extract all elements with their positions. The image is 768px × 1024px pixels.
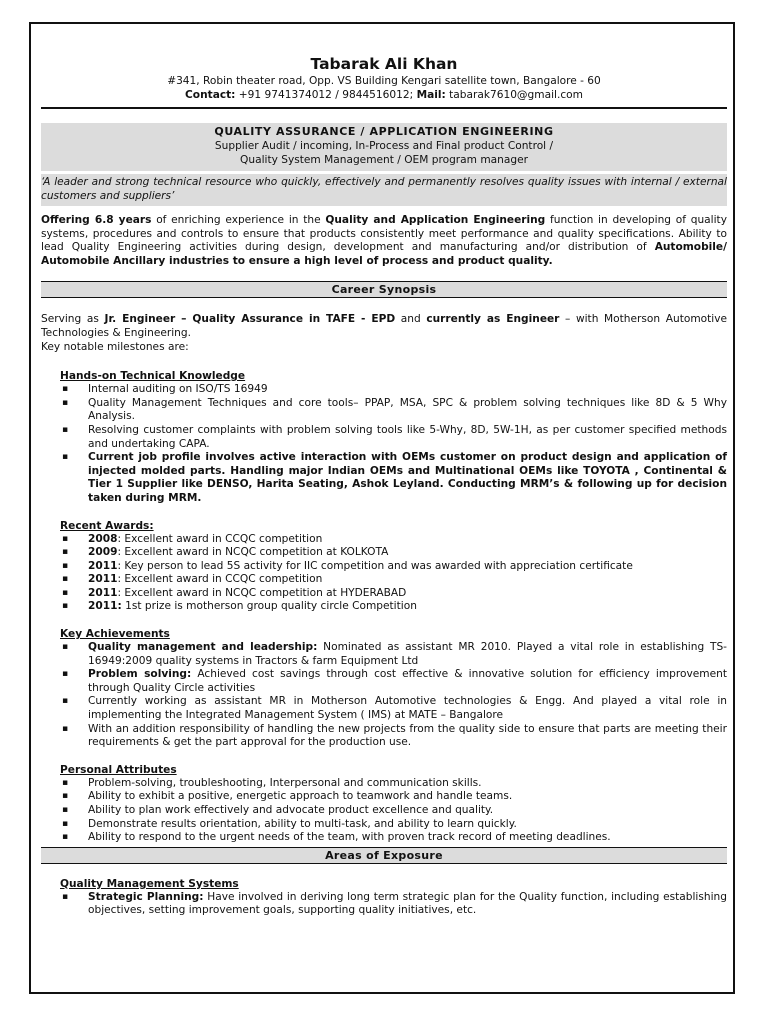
award-text: : Key person to lead 5S activity for IIC competition and was awarded with appreciation certificate — [117, 559, 633, 572]
achievement-text: Achieved cost savings through cost effective & innovative solution for efficiency improvement through Quality Circle activities — [88, 668, 727, 694]
awards-list — [41, 533, 727, 615]
list-item — [41, 600, 727, 614]
list-item — [41, 641, 727, 668]
contact-label: Contact: — [185, 89, 236, 101]
bullet-icon: ▪ — [62, 574, 69, 585]
list-item — [41, 818, 727, 832]
hands-on-heading: Hands-on Technical Knowledge — [60, 370, 246, 383]
list-item — [41, 397, 727, 424]
bullet-icon: ▪ — [62, 533, 69, 544]
list-item-text: Ability to exhibit a positive, energetic approach to teamwork and handle teams. — [88, 790, 513, 803]
award-year: 2011 — [88, 573, 118, 586]
exposure-lead: Strategic Planning: — [88, 890, 204, 903]
list-item — [41, 804, 727, 818]
achievements-list — [41, 641, 727, 750]
bullet-icon: ▪ — [62, 723, 69, 734]
summary-industries: Automobile/ Automobile Ancillary industries to ensure a high level of process and product quality. — [41, 241, 727, 267]
award-year: 2008 — [88, 532, 118, 545]
awards-heading: Recent Awards: — [60, 519, 154, 532]
bullet-icon: ▪ — [62, 601, 69, 612]
bullet-icon: ▪ — [62, 805, 69, 815]
bullet-icon: ▪ — [62, 424, 69, 435]
contact-line — [41, 88, 727, 102]
bullet-icon: ▪ — [62, 891, 69, 902]
list-item-text: Demonstrate results orientation, ability to multi-task, and ability to learn quickly. — [88, 817, 517, 830]
summary-paragraph — [41, 214, 727, 268]
award-text: 1st prize is motherson group quality circle Competition — [121, 600, 417, 613]
list-item-text: Ability to respond to the urgent needs of the team, with proven track record of meeting deadlines. — [88, 831, 611, 844]
areas-of-exposure-heading: Areas of Exposure — [41, 847, 727, 864]
award-year: 2011: — [88, 600, 122, 613]
candidate-name: Tabarak Ali Khan — [310, 55, 458, 73]
profile-title-box — [41, 123, 727, 171]
bullet-icon: ▪ — [62, 397, 69, 408]
profile-title: QUALITY ASSURANCE / APPLICATION ENGINEERING — [214, 125, 554, 138]
list-item — [41, 831, 727, 845]
career-paragraph — [41, 313, 727, 354]
achievement-lead: Problem solving: — [88, 668, 192, 681]
career-text: and — [395, 313, 427, 326]
list-item-text: Ability to plan work effectively and advocate product excellence and quality. — [88, 804, 494, 816]
bullet-icon: ▪ — [62, 642, 69, 653]
bullet-icon: ▪ — [62, 452, 69, 463]
career-text: Serving as — [41, 313, 105, 326]
summary-text: function in developing of quality systems, procedures and controls to ensure that products consistently meet performance and quality specifications. Ability to lead Quality Engineering activities during design, development and manufacturing and/or distribution of — [41, 214, 727, 254]
list-item-text: Current job profile involves active interaction with OEMs customer on product design and application of injected molded parts. Handling major Indian OEMs and Multinational OEMs like TOYOTA , Continental & Tier 1 Supplier like DENSO, Harita Seating, Ashok Leyland. Conducting MRM’s & following up for decision taken during MRM. — [88, 451, 727, 504]
career-role-2: currently as Engineer — [426, 313, 560, 326]
achievements-heading: Key Achievements — [60, 628, 170, 641]
list-item — [41, 723, 727, 750]
achievement-text: Nominated as assistant MR 2010. Played a vital role in establishing TS-16949:2009 quality systems in Tractors & farm Equipment Ltd — [88, 641, 727, 667]
email-address: tabarak7610@gmail.com — [445, 89, 583, 101]
award-text: : Excellent award in CCQC competition — [117, 573, 323, 586]
career-synopsis-heading: Career Synopsis — [41, 281, 727, 298]
list-item-text: Quality Management Techniques and core tools– PPAP, MSA, SPC & problem solving techniques like 8D & 5 Why Analysis. — [88, 396, 727, 423]
list-item-text: Internal auditing on ISO/TS 16949 — [88, 383, 268, 396]
list-item — [41, 546, 727, 560]
list-item — [41, 587, 727, 601]
list-item-text: Resolving customer complaints with problem solving tools like 5-Why, 8D, 5W-1H, as per customer specified methods and undertaking CAPA. — [88, 423, 727, 450]
achievement-text: Currently working as assistant MR in Motherson Automotive technologies & Engg. And played a vital role in implementing the Integrated Management System ( IMS) at MATE – Bangalore — [88, 695, 727, 722]
list-item — [41, 533, 727, 547]
list-item — [41, 573, 727, 587]
bullet-icon: ▪ — [62, 777, 69, 788]
address-line: #341, Robin theater road, Opp. VS Building Kengari satellite town, Bangalore - 60 — [167, 75, 601, 87]
list-item — [41, 560, 727, 574]
phone-numbers: +91 9741374012 / 9844516012; — [235, 89, 417, 101]
milestones-intro: Key notable milestones are: — [41, 340, 189, 353]
list-item — [41, 383, 727, 397]
resume-content — [41, 32, 727, 918]
career-role-1: Jr. Engineer – Quality Assurance in TAFE - EPD — [104, 313, 396, 326]
achievement-lead: Quality management and leadership: — [88, 641, 318, 654]
exposure-text: Have involved in deriving long term strategic plan for the Quality function, including establishing objectives, setting improvement goals, supporting quality initiatives, etc. — [88, 890, 727, 917]
qms-heading: Quality Management Systems — [60, 877, 239, 890]
award-text: : Excellent award in CCQC competition — [117, 532, 323, 545]
hands-on-list — [41, 383, 727, 505]
list-item-text: Problem-solving, troubleshooting, Interpersonal and communication skills. — [88, 776, 482, 789]
list-item — [41, 790, 727, 804]
achievement-text: With an addition responsibility of handling the new projects from the quality side to ensure that parts are meeting their requirements & get the part approval for the production use. — [88, 722, 727, 749]
list-item — [41, 695, 727, 722]
bullet-icon: ▪ — [62, 832, 69, 843]
list-item — [41, 891, 727, 918]
list-item — [41, 451, 727, 505]
bullet-icon: ▪ — [62, 818, 69, 829]
list-item — [41, 424, 727, 451]
profile-subtitle-1: Supplier Audit / incoming, In-Process and Final product Control / — [214, 140, 554, 152]
tagline-quote: ‘A leader and strong technical resource who quickly, effectively and permanently resolves quality issues with internal / external customers and suppliers’ — [41, 174, 727, 206]
bullet-icon: ▪ — [62, 547, 69, 558]
attributes-list — [41, 777, 727, 845]
award-year: 2011 — [88, 559, 118, 572]
list-item — [41, 668, 727, 695]
bullet-icon: ▪ — [62, 791, 69, 802]
summary-years: Offering 6.8 years — [41, 214, 152, 226]
header-divider — [41, 107, 727, 109]
summary-text: of enriching experience in the — [151, 214, 326, 226]
award-year: 2011 — [88, 586, 118, 599]
award-text: : Excellent award in NCQC competition at KOLKOTA — [117, 546, 389, 559]
bullet-icon: ▪ — [62, 669, 69, 680]
bullet-icon: ▪ — [62, 587, 69, 598]
bullet-icon: ▪ — [62, 696, 69, 707]
attributes-heading: Personal Attributes — [60, 763, 177, 776]
mail-label: Mail: — [416, 89, 446, 101]
list-item — [41, 777, 727, 791]
exposure-list — [41, 891, 727, 918]
bullet-icon: ▪ — [62, 384, 69, 395]
profile-subtitle-2: Quality System Management / OEM program manager — [240, 154, 528, 166]
career-text: – with Motherson Automotive Technologies & Engineering. — [41, 313, 728, 339]
bullet-icon: ▪ — [62, 560, 69, 571]
summary-function: Quality and Application Engineering — [325, 214, 546, 226]
award-year: 2009 — [88, 546, 118, 559]
award-text: : Excellent award in NCQC competition at HYDERABAD — [117, 586, 407, 599]
